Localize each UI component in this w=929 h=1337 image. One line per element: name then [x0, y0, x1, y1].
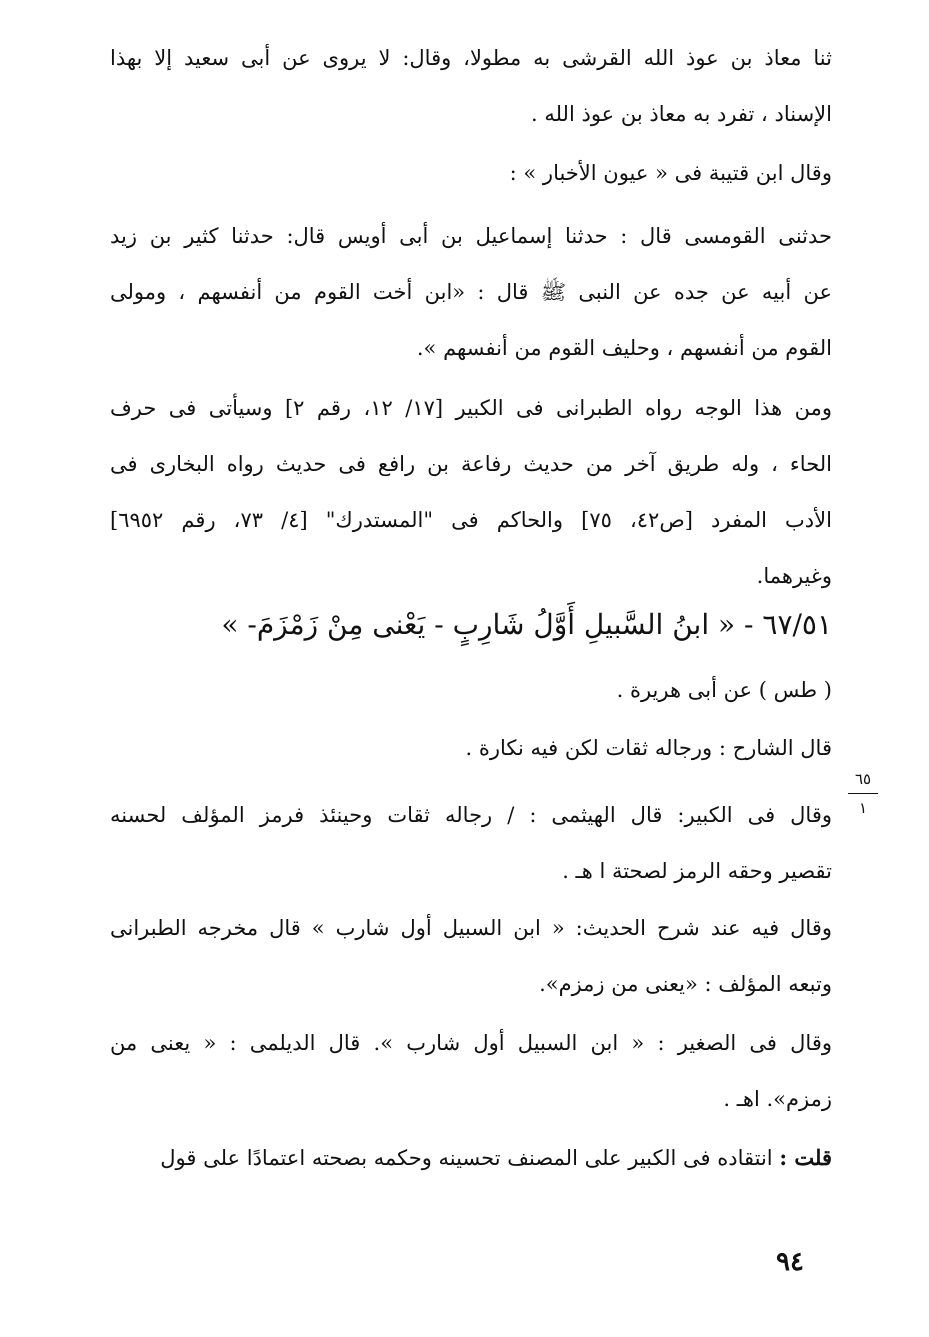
hadith-heading — [110, 595, 832, 655]
paragraph-saghir — [110, 1015, 832, 1127]
margin-divider — [848, 793, 878, 794]
text-line: ومن هذا الوجه رواه الطبرانى فى الكبير [١٧/ ١٢، رقم ٢] وسيأتى فى حرف — [110, 396, 832, 420]
text-line: وقال ابن قتيبة فى « عيون الأخبار » : — [509, 161, 832, 185]
text-line: وغيرهما. — [756, 564, 832, 588]
text-line: وقال فى الصغير : « ابن السبيل أول شارب ». قال الديلمى : « يعنى من — [110, 1031, 832, 1055]
paragraph-sources — [110, 380, 832, 604]
paragraph-attribution — [110, 662, 832, 718]
qultu-text: انتقاده فى الكبير على المصنف تحسينه وحكمه بصحته اعتمادًا على قول — [160, 1146, 773, 1170]
margin-volume-number: ٦٥ — [854, 770, 872, 788]
paragraph-ibn-qutayba — [110, 145, 832, 201]
text-line: حدثنى القومسى قال : حدثنا إسماعيل بن أبى أويس قال: حدثنا كثير بن زيد — [110, 224, 832, 248]
text-line: وقال فى الكبير: قال الهيثمى : / رجاله ثقات وحينئذ فرمز المؤلف لحسنه — [110, 803, 832, 827]
page-number: ٩٤ — [776, 1247, 804, 1277]
text-line: القوم من أنفسهم ، وحليف القوم من أنفسهم ». — [416, 336, 832, 360]
paragraph-hadith-text — [110, 208, 832, 376]
text-line: قال الشارح : ورجاله ثقات لكن فيه نكارة . — [465, 736, 832, 760]
paragraph-qultu — [110, 1130, 832, 1186]
qultu-lead: قلت : — [779, 1145, 832, 1170]
paragraph-kabir — [110, 787, 832, 899]
text-line: تقصير وحقه الرمز لصحتة ا هـ . — [562, 859, 832, 883]
text-line: وقال فيه عند شرح الحديث: « ابن السبيل أول شارب » قال مخرجه الطبرانى — [110, 916, 832, 940]
text-line: الحاء ، وله طريق آخر من حديث رفاعة بن رافع فى حديث رواه البخارى فى — [110, 452, 832, 476]
text-line: وتبعه المؤلف : «يعنى من زمزم». — [539, 972, 832, 996]
paragraph-isnad-note — [110, 30, 832, 142]
hadith-heading-text: ٦٧/٥١ - « ابنُ السَّبيلِ أَوَّلُ شَارِبٍ - يَعْنى مِنْ زَمْزَمَ- » — [221, 608, 832, 641]
text-line — [110, 1130, 832, 1186]
margin-reference — [848, 768, 878, 819]
margin-part-number: ١ — [858, 799, 868, 817]
text-line: الأدب المفرد [ص٤٢، ٧٥] والحاكم فى "المستدرك" [٤/ ٧٣، رقم ٦٩٥٢] — [110, 508, 832, 532]
text-line: عن أبيه عن جده عن النبى ﷺ قال : «ابن أخت القوم من أنفسهم ، ومولى — [110, 280, 832, 304]
text-line: الإسناد ، تفرد به معاذ بن عوذ الله . — [531, 102, 832, 126]
paragraph-sharih — [110, 720, 832, 776]
paragraph-sharh-hadith — [110, 900, 832, 1012]
text-line: ثنا معاذ بن عوذ الله القرشى به مطولا، وقال: لا يروى عن أبى سعيد إلا بهذا — [110, 46, 832, 70]
text-line: زمزم». اهـ . — [723, 1087, 832, 1111]
text-line: ( طس ) عن أبى هريرة . — [616, 678, 832, 702]
